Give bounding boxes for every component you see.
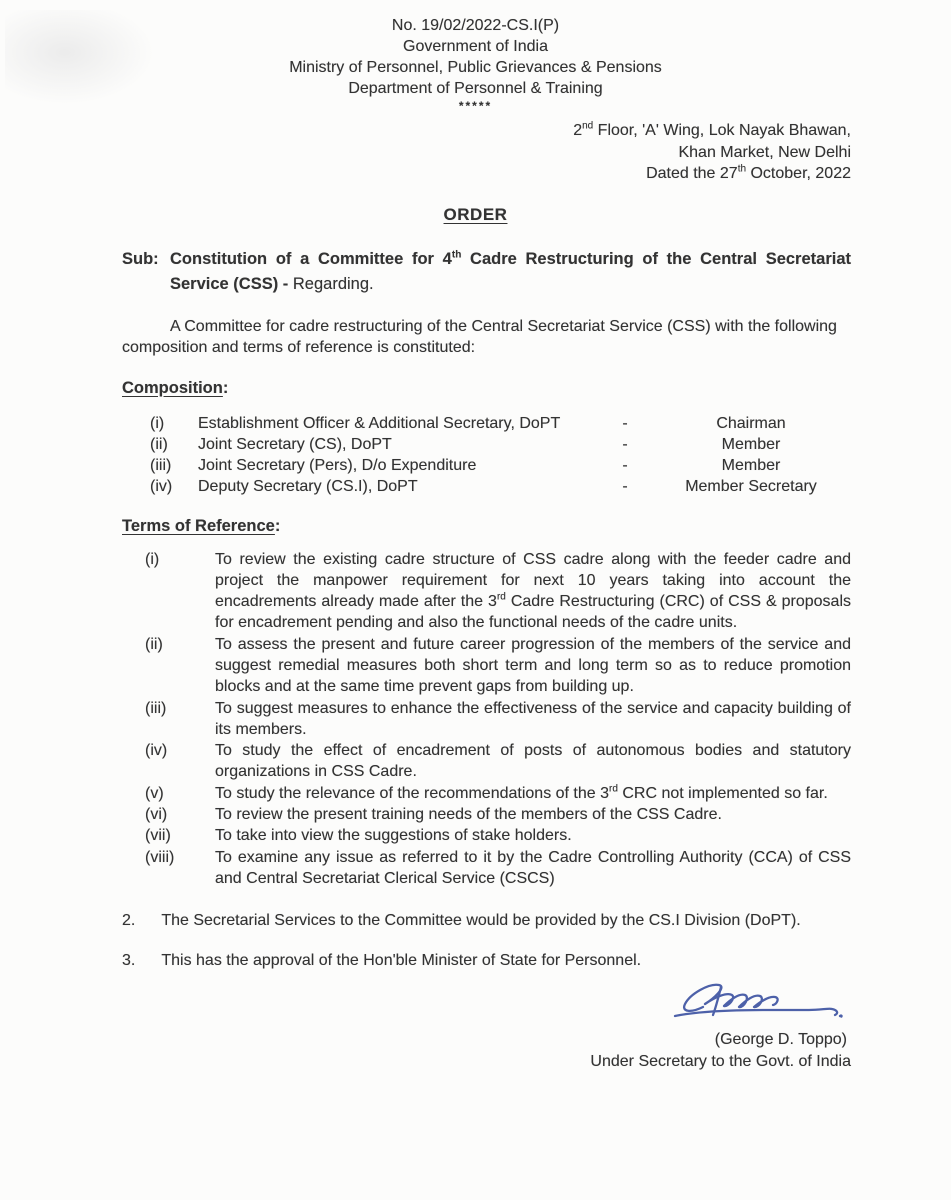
item-numeral: (iii) <box>145 699 167 717</box>
composition-row <box>150 476 851 497</box>
row-dash: - <box>622 456 628 474</box>
item-numeral: (vii) <box>145 827 171 845</box>
row-role: Member Secretary <box>685 477 817 495</box>
item-text: To study the effect of encadrement of posts of autonomous bodies and statutory organizations in CSS Cadre. <box>215 742 851 781</box>
paragraph-3 <box>122 950 851 972</box>
address-line-city: Khan Market, New Delhi <box>678 143 851 161</box>
paragraph-number: 2. <box>122 912 136 930</box>
date-line <box>0 163 851 185</box>
row-numeral: (ii) <box>150 435 168 453</box>
terms-item <box>145 698 851 741</box>
paragraph-2 <box>122 910 851 932</box>
item-text-b: Cadre Restructuring (CRC) of CSS & proposals for encadrement pending and also the functional needs of the cadre units. <box>215 593 852 632</box>
subject-bold-b: Cadre Restructuring of the Central Secretariat Service (CSS) - <box>170 249 851 293</box>
composition-row <box>150 434 851 455</box>
item-text <box>215 783 851 804</box>
row-role: Chairman <box>716 414 786 432</box>
row-dash: - <box>622 435 628 453</box>
item-text: To take into view the suggestions of stake holders. <box>215 827 572 845</box>
subject-label: Sub: <box>122 249 159 268</box>
signatory-title: Under Secretary to the Govt. of India <box>590 1052 851 1070</box>
subject-line <box>122 247 851 297</box>
terms-item <box>145 740 851 783</box>
terms-item <box>145 783 851 804</box>
row-post-title: Joint Secretary (Pers), D/o Expenditure <box>198 456 477 474</box>
ordinal-superscript: rd <box>609 783 618 795</box>
subject-bold-a: Constitution of a Committee for 4 <box>170 249 452 268</box>
signature-block <box>0 979 951 1072</box>
row-post-title: Establishment Officer & Additional Secretary, DoPT <box>198 414 561 432</box>
heading-colon: : <box>274 516 281 535</box>
item-text-a: To review the existing cadre structure of CSS cadre along with the feeder cadre and project the manpower requirement for next 10 years taking into account the encadrements already made after the 3 <box>215 550 851 611</box>
order-title-text: ORDER <box>443 204 508 224</box>
signatory-name: (George D. Toppo) <box>714 1031 847 1049</box>
item-numeral: (v) <box>145 784 164 802</box>
subject-regarding: Regarding. <box>292 274 374 293</box>
terms-heading <box>122 517 851 536</box>
row-post-title: Deputy Secretary (CS.I), DoPT <box>198 477 418 495</box>
terms-heading-text: Terms of Reference <box>122 516 275 535</box>
composition-row <box>150 455 851 476</box>
item-text: To assess the present and future career progression of the members of the service and suggest remedial measures both short term and long term so as to reduce promotion blocks and at the same time prevent gaps from building up. <box>215 635 851 696</box>
paragraph-text: This has the approval of the Hon'ble Minister of State for Personnel. <box>161 951 642 969</box>
terms-item <box>145 549 851 634</box>
row-dash: - <box>622 477 628 495</box>
ordinal-superscript: nd <box>582 120 594 132</box>
order-title <box>0 205 951 225</box>
ordinal-superscript: th <box>451 249 462 260</box>
terms-item <box>145 634 851 698</box>
item-text-a: To study the relevance of the recommendations of the 3 <box>215 784 610 802</box>
item-numeral: (vi) <box>145 806 168 824</box>
composition-heading-text: Composition <box>122 378 223 397</box>
star-separator: ***** <box>458 99 493 113</box>
row-numeral: (i) <box>150 414 165 432</box>
composition-heading <box>122 379 851 398</box>
item-text-b: CRC not implemented so far. <box>617 784 828 802</box>
row-numeral: (iii) <box>150 456 172 474</box>
row-numeral: (iv) <box>150 477 173 495</box>
ordinal-superscript: rd <box>496 591 506 603</box>
reference-number: No. 19/02/2022-CS.I(P) <box>391 17 560 34</box>
org-line-ministry: Ministry of Personnel, Public Grievances & Pensions <box>289 59 662 76</box>
item-numeral: (i) <box>145 550 160 568</box>
date-suffix: October, 2022 <box>746 165 851 182</box>
heading-colon: : <box>222 378 229 397</box>
terms-item <box>145 804 851 825</box>
org-line-department: Department of Personnel & Training <box>348 80 603 97</box>
terms-list <box>145 549 851 890</box>
address-block <box>0 120 951 185</box>
paragraph-text: The Secretarial Services to the Committee would be provided by the CS.I Division (DoPT). <box>161 912 801 930</box>
item-numeral: (viii) <box>145 848 175 866</box>
org-line-government: Government of India <box>403 38 548 55</box>
letterhead <box>0 0 951 113</box>
row-post-title: Joint Secretary (CS), DoPT <box>198 435 392 453</box>
item-numeral: (ii) <box>145 635 163 653</box>
terms-item <box>145 847 851 890</box>
item-numeral: (iv) <box>145 742 168 760</box>
handwritten-signature-icon <box>669 979 847 1029</box>
paragraph-number: 3. <box>122 951 136 969</box>
row-dash: - <box>622 414 628 432</box>
item-text <box>215 549 851 634</box>
composition-row <box>150 413 851 434</box>
item-text: To examine any issue as referred to it by the Cadre Controlling Authority (CCA) of CSS and Central Secretariat Clerical Service (CSCS) <box>215 848 851 887</box>
address-floor-rest: Floor, 'A' Wing, Lok Nayak Bhawan, <box>593 122 851 139</box>
address-floor-number: 2 <box>573 122 583 139</box>
item-text: To suggest measures to enhance the effectiveness of the service and capacity building of its members. <box>215 699 851 738</box>
date-prefix: Dated the 27 <box>646 165 738 182</box>
terms-item <box>145 825 851 846</box>
row-role: Member <box>721 456 781 474</box>
ordinal-superscript: th <box>737 163 747 175</box>
address-line-floor <box>0 120 851 142</box>
composition-list <box>150 413 851 497</box>
item-text: To review the present training needs of the members of the CSS Cadre. <box>215 806 722 824</box>
row-role: Member <box>721 435 781 453</box>
intro-paragraph: A Committee for cadre restructuring of the Central Secretariat Service (CSS) with the following composition and terms of reference is constituted: <box>122 317 837 356</box>
subject-text <box>170 247 851 297</box>
